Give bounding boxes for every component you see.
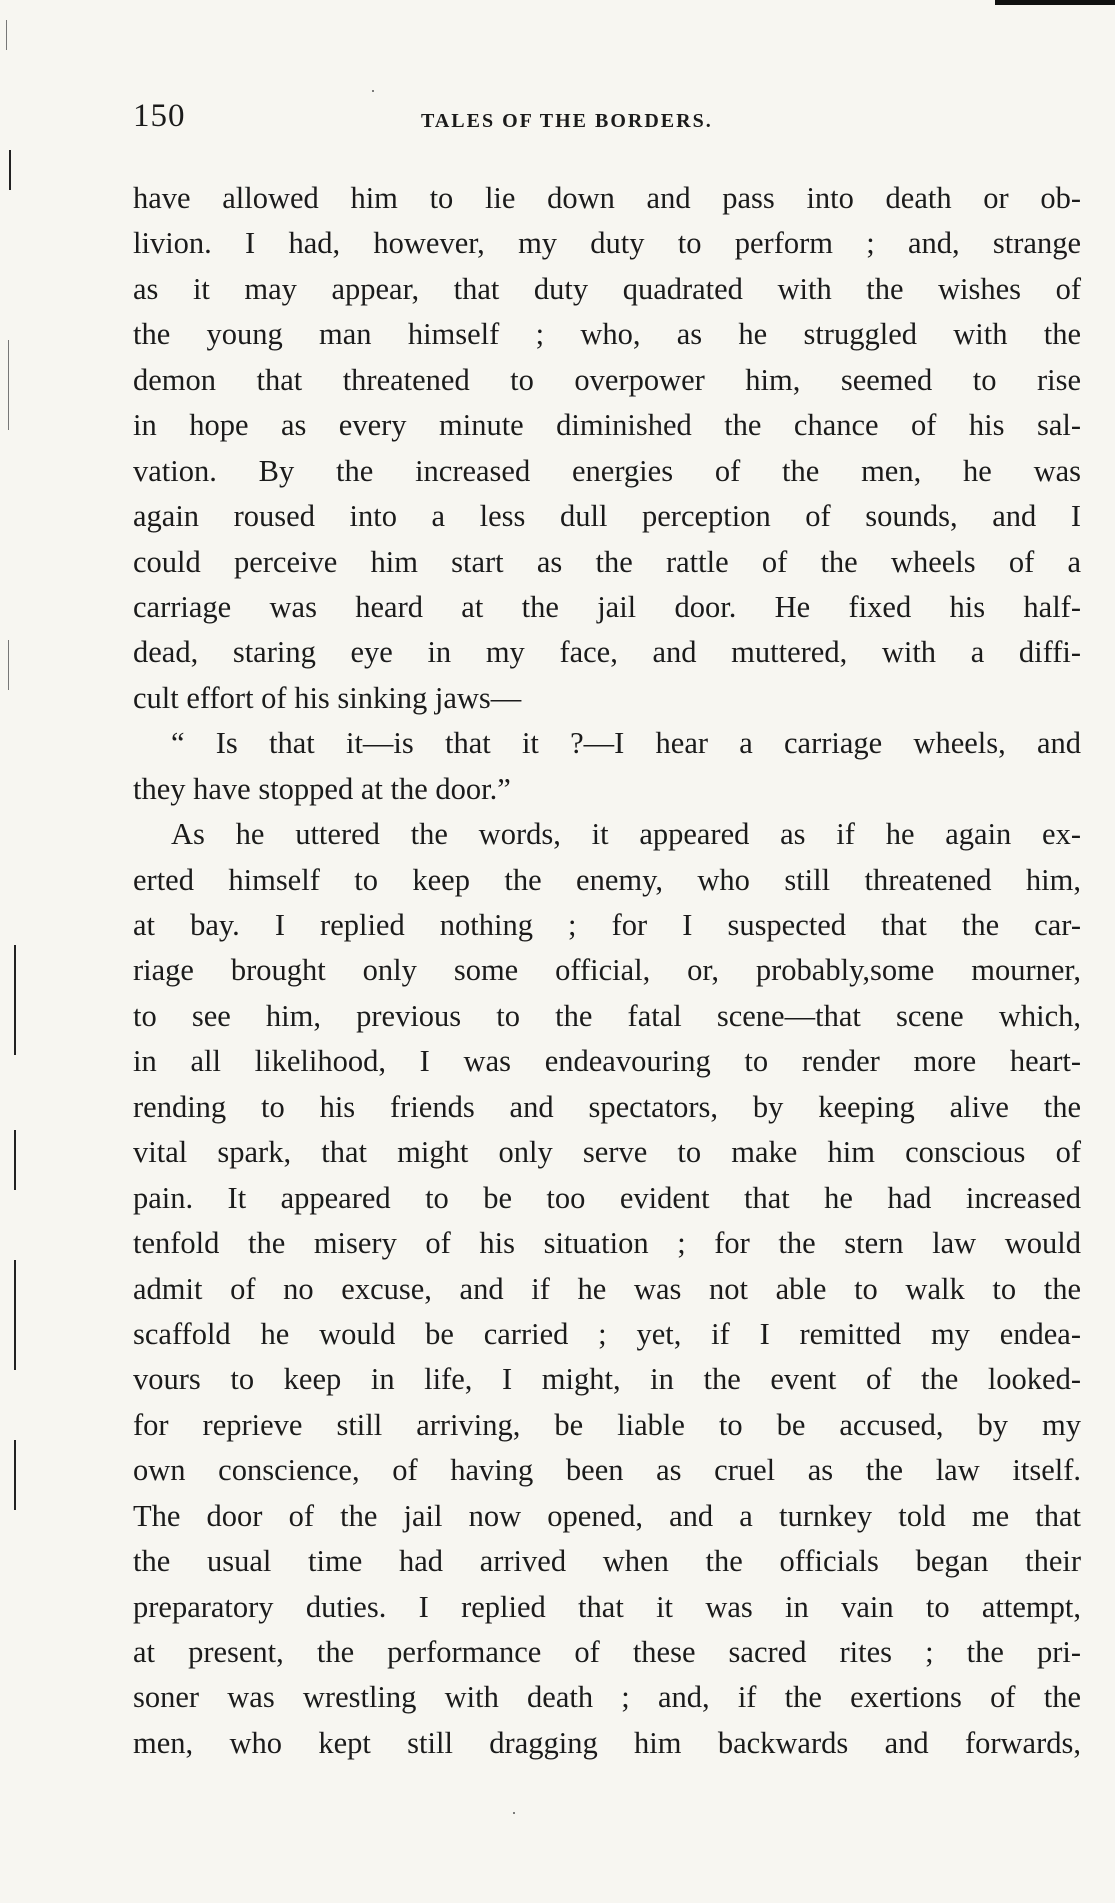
text-line: preparatory duties. I replied that it was in vain to attempt,: [133, 1589, 1081, 1624]
text-line: vation. By the increased energies of the men, he was: [133, 453, 1081, 488]
text-line: scaffold he would be carried ; yet, if I remitted my endea-: [133, 1316, 1081, 1351]
speck: [513, 1812, 515, 1814]
text-line: cult effort of his sinking jaws—: [133, 680, 522, 715]
text-line: they have stopped at the door.”: [133, 771, 511, 806]
text-line: in all likelihood, I was endeavouring to render more heart-: [133, 1044, 1081, 1079]
text-line: soner was wrestling with death ; and, if the exertions of the: [133, 1680, 1081, 1715]
text-line: demon that threatened to overpower him, seemed to rise: [133, 362, 1081, 397]
page-number: 150: [133, 98, 186, 134]
text-line: to see him, previous to the fatal scene—that scene which,: [133, 998, 1081, 1033]
running-title: TALES OF THE BORDERS.: [421, 110, 713, 132]
margin-mark: [14, 1440, 16, 1510]
text-line: erted himself to keep the enemy, who still threatened him,: [133, 862, 1081, 897]
text-line: “ Is that it—is that it ?—I hear a carriage wheels, and: [171, 726, 1081, 761]
page-header: [133, 98, 1093, 144]
text-line: the young man himself ; who, as he struggled with the: [133, 317, 1081, 352]
text-line: dead, staring eye in my face, and muttered, with a diffi-: [133, 635, 1081, 670]
margin-mark: [9, 150, 11, 190]
text-line: admit of no excuse, and if he was not able to walk to the: [133, 1271, 1081, 1306]
text-line: the usual time had arrived when the officials began their: [133, 1544, 1081, 1579]
text-line: vours to keep in life, I might, in the event of the looked-: [133, 1362, 1081, 1397]
margin-mark: [8, 340, 9, 430]
text-line: at bay. I replied nothing ; for I suspected that the car-: [133, 908, 1081, 942]
text-line: riage brought only some official, or, probably,some mourner,: [133, 953, 1081, 988]
text-line: for reprieve still arriving, be liable to be accused, by my: [133, 1407, 1081, 1442]
text-line: rending to his friends and spectators, by keeping alive the: [133, 1089, 1081, 1124]
text-line: as it may appear, that duty quadrated with the wishes of: [133, 271, 1081, 306]
page-edge-rule: [995, 0, 1115, 5]
text-line: at present, the performance of these sacred rites ; the pri-: [133, 1635, 1081, 1669]
text-line: have allowed him to lie down and pass into death or ob-: [133, 181, 1081, 215]
body-text: [133, 176, 1081, 1766]
text-line: vital spark, that might only serve to make him conscious of: [133, 1135, 1081, 1170]
text-line: livion. I had, however, my duty to perform ; and, strange: [133, 226, 1081, 261]
text-line: As he uttered the words, it appeared as if he again ex-: [171, 817, 1081, 852]
text-line: carriage was heard at the jail door. He fixed his half-: [133, 589, 1081, 624]
margin-mark: [8, 640, 9, 690]
margin-mark: [14, 945, 16, 1055]
text-line: in hope as every minute diminished the chance of his sal-: [133, 408, 1081, 443]
margin-mark: [6, 20, 7, 50]
text-line: The door of the jail now opened, and a turnkey told me that: [133, 1498, 1081, 1533]
text-line: men, who kept still dragging him backwards and forwards,: [133, 1725, 1081, 1760]
text-line: own conscience, of having been as cruel as the law itself.: [133, 1453, 1081, 1488]
text-line: tenfold the misery of his situation ; for the stern law would: [133, 1226, 1081, 1261]
text-line: pain. It appeared to be too evident that he had increased: [133, 1180, 1081, 1215]
margin-mark: [14, 1260, 16, 1370]
text-line: could perceive him start as the rattle of the wheels of a: [133, 544, 1081, 579]
speck: [372, 90, 374, 92]
margin-mark: [14, 1130, 16, 1190]
text-line: again roused into a less dull perception of sounds, and I: [133, 499, 1081, 534]
